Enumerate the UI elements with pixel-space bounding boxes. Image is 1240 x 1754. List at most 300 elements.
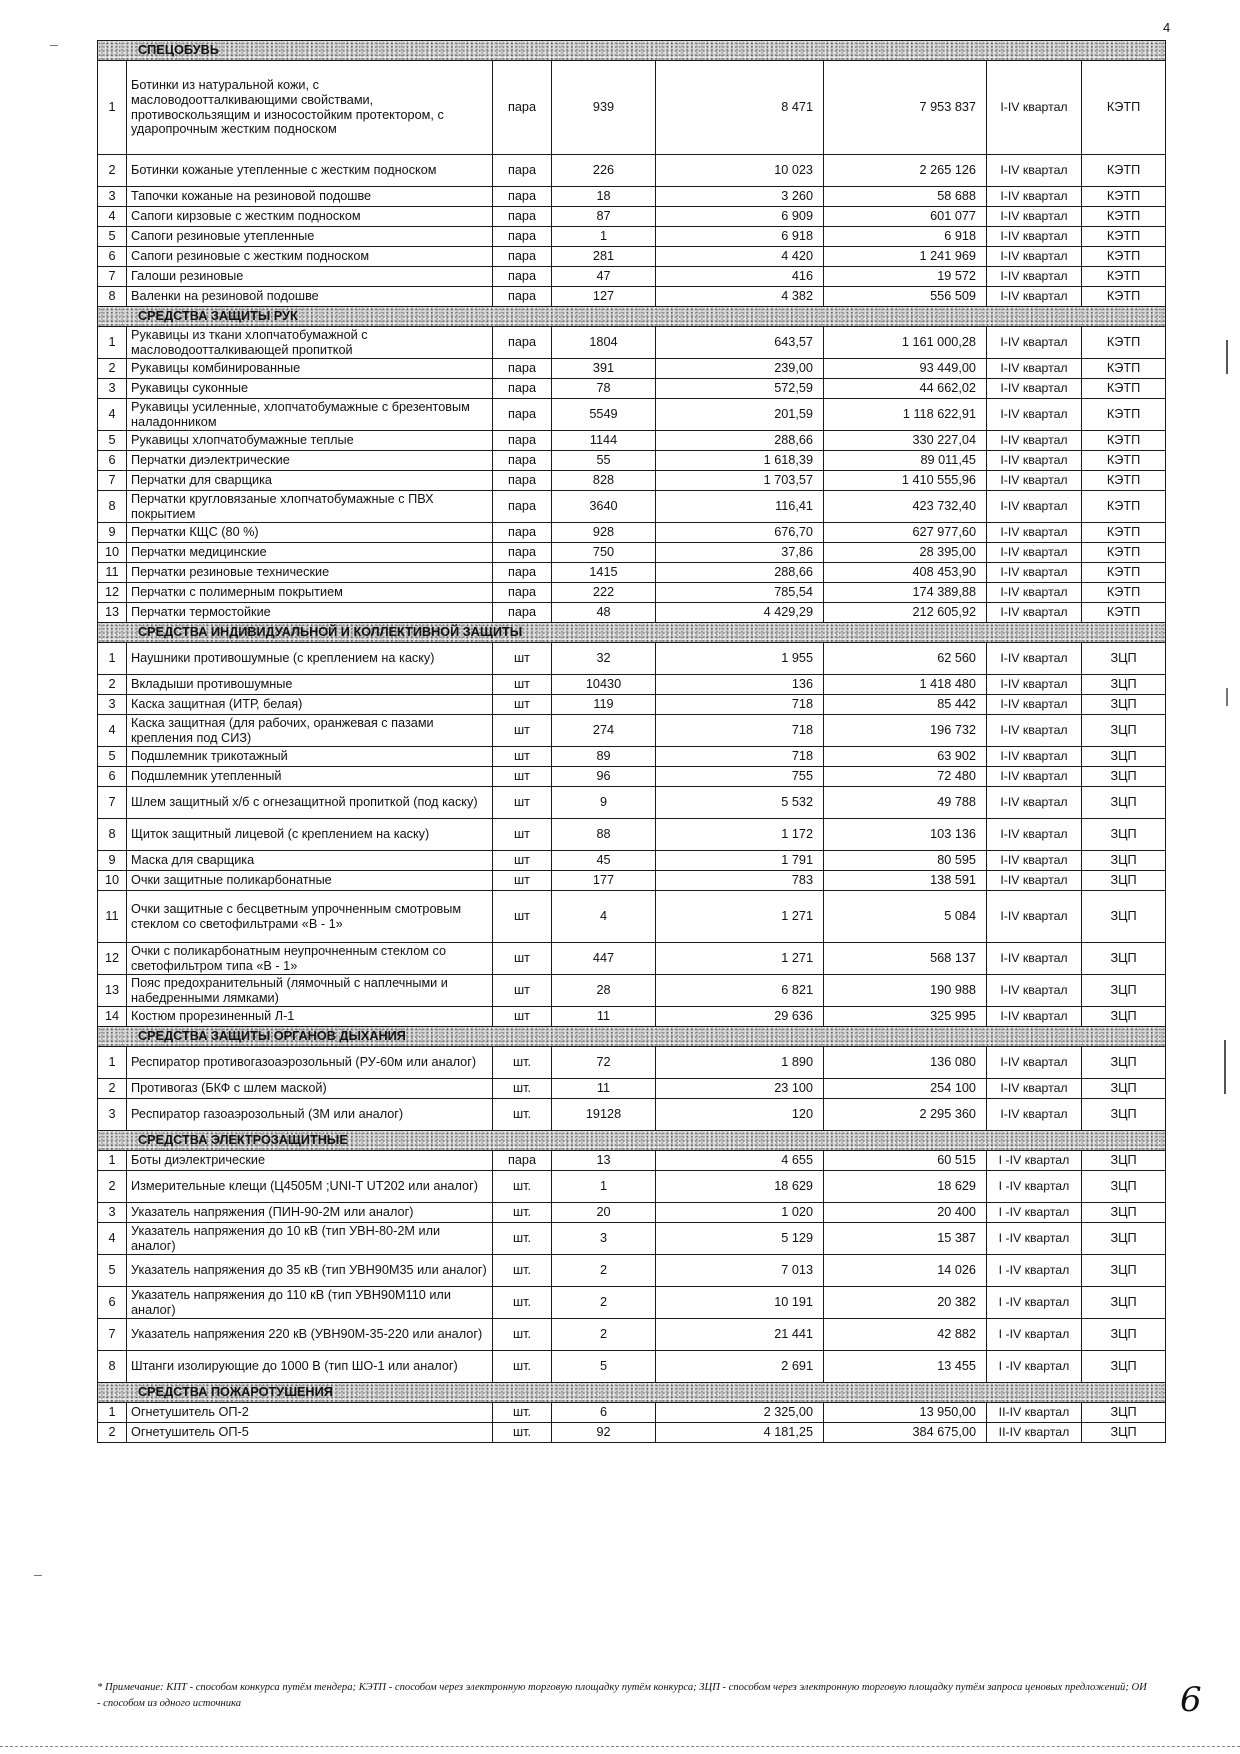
item-unit: пара	[493, 247, 552, 267]
item-sum: 72 480	[824, 767, 987, 787]
item-sum: 80 595	[824, 851, 987, 871]
item-sum: 14 026	[824, 1255, 987, 1287]
item-price: 10 023	[656, 155, 824, 187]
item-quantity: 11	[552, 1007, 656, 1027]
item-number: 1	[98, 1047, 127, 1079]
table-row	[98, 975, 1166, 1007]
item-method: ЗЦП	[1082, 975, 1166, 1007]
item-name: Перчатки медицинские	[127, 543, 493, 563]
item-sum: 20 382	[824, 1287, 987, 1319]
scan-artifact	[1226, 688, 1228, 706]
item-sum: 1 410 555,96	[824, 471, 987, 491]
table-row	[98, 643, 1166, 675]
item-unit: шт.	[493, 1319, 552, 1351]
item-name: Очки защитные с бесцветным упрочненным смотровым стеклом со светофильтрами «В - 1»	[127, 891, 493, 943]
table-row	[98, 1403, 1166, 1423]
item-number: 6	[98, 1287, 127, 1319]
item-name: Указатель напряжения 220 кВ (УВН90М-35-220 или аналог)	[127, 1319, 493, 1351]
item-quantity: 28	[552, 975, 656, 1007]
item-period: I-IV квартал	[987, 523, 1082, 543]
item-sum: 89 011,45	[824, 451, 987, 471]
item-sum: 58 688	[824, 187, 987, 207]
item-period: I-IV квартал	[987, 891, 1082, 943]
scan-artifact	[1224, 1040, 1226, 1094]
item-unit: шт	[493, 715, 552, 747]
item-number: 8	[98, 491, 127, 523]
item-method: ЗЦП	[1082, 1099, 1166, 1131]
table-row	[98, 603, 1166, 623]
item-price: 785,54	[656, 583, 824, 603]
item-quantity: 32	[552, 643, 656, 675]
item-unit: пара	[493, 187, 552, 207]
table-row	[98, 819, 1166, 851]
item-name: Щиток защитный лицевой (с креплением на каску)	[127, 819, 493, 851]
item-quantity: 6	[552, 1403, 656, 1423]
item-number: 10	[98, 543, 127, 563]
item-price: 676,70	[656, 523, 824, 543]
item-period: I -IV квартал	[987, 1255, 1082, 1287]
item-unit: пара	[493, 1151, 552, 1171]
item-quantity: 3	[552, 1223, 656, 1255]
item-price: 1 955	[656, 643, 824, 675]
item-price: 6 909	[656, 207, 824, 227]
item-period: I-IV квартал	[987, 715, 1082, 747]
item-number: 2	[98, 1079, 127, 1099]
item-unit: шт	[493, 675, 552, 695]
item-number: 5	[98, 747, 127, 767]
item-period: I-IV квартал	[987, 851, 1082, 871]
item-number: 3	[98, 187, 127, 207]
item-name: Шлем защитный х/б с огнезащитной пропиткой (под каску)	[127, 787, 493, 819]
item-name: Огнетушитель ОП-5	[127, 1423, 493, 1443]
item-quantity: 2	[552, 1319, 656, 1351]
item-method: ЗЦП	[1082, 643, 1166, 675]
table-row	[98, 523, 1166, 543]
item-method: КЭТП	[1082, 327, 1166, 359]
item-sum: 28 395,00	[824, 543, 987, 563]
item-unit: шт.	[493, 1351, 552, 1383]
item-name: Указатель напряжения до 35 кВ (тип УВН90М35 или аналог)	[127, 1255, 493, 1287]
table-row	[98, 327, 1166, 359]
scan-artifact	[34, 1575, 42, 1576]
scan-artifact	[50, 45, 58, 46]
item-unit: пара	[493, 359, 552, 379]
item-price: 1 172	[656, 819, 824, 851]
item-quantity: 19128	[552, 1099, 656, 1131]
table-row	[98, 1151, 1166, 1171]
item-unit: пара	[493, 155, 552, 187]
item-unit: пара	[493, 207, 552, 227]
item-unit: шт.	[493, 1287, 552, 1319]
item-quantity: 226	[552, 155, 656, 187]
procurement-table	[97, 40, 1166, 1443]
item-quantity: 1	[552, 227, 656, 247]
section-title: СРЕДСТВА ЗАЩИТЫ ОРГАНОВ ДЫХАНИЯ	[98, 1027, 1166, 1047]
item-number: 11	[98, 563, 127, 583]
item-price: 18 629	[656, 1171, 824, 1203]
item-sum: 1 161 000,28	[824, 327, 987, 359]
item-price: 572,59	[656, 379, 824, 399]
item-price: 120	[656, 1099, 824, 1131]
table-row	[98, 543, 1166, 563]
item-name: Респиратор противогазоаэрозольный (РУ-60м или аналог)	[127, 1047, 493, 1079]
item-number: 2	[98, 359, 127, 379]
table-row	[98, 287, 1166, 307]
table-row	[98, 1223, 1166, 1255]
item-unit: пара	[493, 327, 552, 359]
item-number: 8	[98, 1351, 127, 1383]
section-title: СРЕДСТВА ЗАЩИТЫ РУК	[98, 307, 1166, 327]
item-price: 718	[656, 715, 824, 747]
item-price: 136	[656, 675, 824, 695]
item-quantity: 10430	[552, 675, 656, 695]
item-price: 23 100	[656, 1079, 824, 1099]
item-method: КЭТП	[1082, 61, 1166, 155]
item-number: 7	[98, 787, 127, 819]
item-method: ЗЦП	[1082, 747, 1166, 767]
item-period: I -IV квартал	[987, 1171, 1082, 1203]
item-method: ЗЦП	[1082, 1203, 1166, 1223]
section-title: СПЕЦОБУВЬ	[98, 41, 1166, 61]
item-sum: 408 453,90	[824, 563, 987, 583]
item-period: I-IV квартал	[987, 359, 1082, 379]
table-row	[98, 1287, 1166, 1319]
item-period: I-IV квартал	[987, 1007, 1082, 1027]
item-number: 4	[98, 1223, 127, 1255]
item-number: 9	[98, 523, 127, 543]
item-sum: 20 400	[824, 1203, 987, 1223]
item-method: ЗЦП	[1082, 1287, 1166, 1319]
item-method: КЭТП	[1082, 379, 1166, 399]
item-quantity: 4	[552, 891, 656, 943]
item-quantity: 1415	[552, 563, 656, 583]
item-sum: 1 418 480	[824, 675, 987, 695]
item-quantity: 928	[552, 523, 656, 543]
item-number: 4	[98, 207, 127, 227]
item-method: ЗЦП	[1082, 675, 1166, 695]
item-unit: пара	[493, 471, 552, 491]
item-period: I-IV квартал	[987, 787, 1082, 819]
table-row	[98, 187, 1166, 207]
item-number: 1	[98, 1151, 127, 1171]
section-header-row	[98, 1027, 1166, 1047]
item-period: I-IV квартал	[987, 695, 1082, 715]
item-sum: 1 241 969	[824, 247, 987, 267]
item-price: 29 636	[656, 1007, 824, 1027]
item-sum: 5 084	[824, 891, 987, 943]
item-name: Указатель напряжения до 110 кВ (тип УВН90М110 или аналог)	[127, 1287, 493, 1319]
item-number: 5	[98, 1255, 127, 1287]
item-sum: 13 950,00	[824, 1403, 987, 1423]
item-unit: пара	[493, 563, 552, 583]
item-period: I-IV квартал	[987, 227, 1082, 247]
item-name: Наушники противошумные (с креплением на каску)	[127, 643, 493, 675]
table-row	[98, 1255, 1166, 1287]
item-unit: шт.	[493, 1403, 552, 1423]
item-price: 1 890	[656, 1047, 824, 1079]
item-quantity: 750	[552, 543, 656, 563]
item-name: Респиратор газоаэрозольный (3М или аналог)	[127, 1099, 493, 1131]
item-name: Огнетушитель ОП-2	[127, 1403, 493, 1423]
item-price: 10 191	[656, 1287, 824, 1319]
item-sum: 6 918	[824, 227, 987, 247]
item-method: КЭТП	[1082, 227, 1166, 247]
table-row	[98, 207, 1166, 227]
item-name: Подшлемник утепленный	[127, 767, 493, 787]
item-sum: 62 560	[824, 643, 987, 675]
item-period: I-IV квартал	[987, 583, 1082, 603]
item-sum: 138 591	[824, 871, 987, 891]
item-name: Перчатки термостойкие	[127, 603, 493, 623]
item-unit: пара	[493, 267, 552, 287]
item-period: I-IV квартал	[987, 767, 1082, 787]
item-price: 643,57	[656, 327, 824, 359]
item-number: 9	[98, 851, 127, 871]
item-price: 4 420	[656, 247, 824, 267]
item-period: I-IV квартал	[987, 491, 1082, 523]
item-quantity: 5549	[552, 399, 656, 431]
item-price: 718	[656, 747, 824, 767]
item-price: 5 532	[656, 787, 824, 819]
item-price: 1 703,57	[656, 471, 824, 491]
item-quantity: 828	[552, 471, 656, 491]
item-quantity: 5	[552, 1351, 656, 1383]
item-quantity: 11	[552, 1079, 656, 1099]
item-period: I-IV квартал	[987, 327, 1082, 359]
item-method: ЗЦП	[1082, 1007, 1166, 1027]
item-quantity: 222	[552, 583, 656, 603]
item-period: I-IV квартал	[987, 603, 1082, 623]
item-method: КЭТП	[1082, 187, 1166, 207]
item-sum: 93 449,00	[824, 359, 987, 379]
item-price: 3 260	[656, 187, 824, 207]
item-period: I-IV квартал	[987, 975, 1082, 1007]
item-name: Тапочки кожаные на резиновой подошве	[127, 187, 493, 207]
item-quantity: 92	[552, 1423, 656, 1443]
item-number: 7	[98, 471, 127, 491]
item-name: Перчатки КЩС (80 %)	[127, 523, 493, 543]
item-price: 1 791	[656, 851, 824, 871]
item-name: Вкладыши противошумные	[127, 675, 493, 695]
item-method: ЗЦП	[1082, 1047, 1166, 1079]
item-period: II-IV квартал	[987, 1423, 1082, 1443]
item-name: Сапоги кирзовые с жестким подноском	[127, 207, 493, 227]
item-quantity: 3640	[552, 491, 656, 523]
table-row	[98, 563, 1166, 583]
item-unit: пара	[493, 543, 552, 563]
table-row	[98, 851, 1166, 871]
item-period: I-IV квартал	[987, 1047, 1082, 1079]
item-number: 8	[98, 287, 127, 307]
item-method: КЭТП	[1082, 563, 1166, 583]
item-method: КЭТП	[1082, 359, 1166, 379]
item-quantity: 89	[552, 747, 656, 767]
item-number: 13	[98, 975, 127, 1007]
item-name: Каска защитная (для рабочих, оранжевая с пазами крепления под СИЗ)	[127, 715, 493, 747]
item-period: I -IV квартал	[987, 1151, 1082, 1171]
item-price: 37,86	[656, 543, 824, 563]
item-period: I-IV квартал	[987, 267, 1082, 287]
item-method: КЭТП	[1082, 523, 1166, 543]
item-unit: пара	[493, 431, 552, 451]
item-period: I-IV квартал	[987, 643, 1082, 675]
table-row	[98, 747, 1166, 767]
table-row	[98, 1351, 1166, 1383]
item-name: Сапоги резиновые с жестким подноском	[127, 247, 493, 267]
item-unit: шт	[493, 891, 552, 943]
item-sum: 63 902	[824, 747, 987, 767]
item-quantity: 2	[552, 1255, 656, 1287]
handwritten-page-number: 6	[1180, 1680, 1202, 1720]
item-name: Подшлемник трикотажный	[127, 747, 493, 767]
item-number: 7	[98, 1319, 127, 1351]
item-period: I-IV квартал	[987, 471, 1082, 491]
item-method: ЗЦП	[1082, 1423, 1166, 1443]
item-number: 14	[98, 1007, 127, 1027]
item-period: I-IV квартал	[987, 379, 1082, 399]
item-period: I-IV квартал	[987, 819, 1082, 851]
item-quantity: 55	[552, 451, 656, 471]
item-number: 2	[98, 675, 127, 695]
item-number: 4	[98, 399, 127, 431]
item-sum: 2 295 360	[824, 1099, 987, 1131]
item-unit: пара	[493, 399, 552, 431]
item-name: Рукавицы хлопчатобумажные теплые	[127, 431, 493, 451]
item-method: КЭТП	[1082, 267, 1166, 287]
item-sum: 212 605,92	[824, 603, 987, 623]
item-name: Ботинки из натуральной кожи, с масловодоотталкивающими свойствами, противоскользящим и износостойким протектором, с ударопрочным жестким подноском	[127, 61, 493, 155]
section-title: СРЕДСТВА ИНДИВИДУАЛЬНОЙ И КОЛЛЕКТИВНОЙ ЗАЩИТЫ	[98, 623, 1166, 643]
item-method: КЭТП	[1082, 583, 1166, 603]
item-sum: 49 788	[824, 787, 987, 819]
item-sum: 384 675,00	[824, 1423, 987, 1443]
item-method: ЗЦП	[1082, 1223, 1166, 1255]
table-row	[98, 267, 1166, 287]
item-quantity: 78	[552, 379, 656, 399]
table-row	[98, 431, 1166, 451]
item-method: ЗЦП	[1082, 819, 1166, 851]
item-method: ЗЦП	[1082, 1255, 1166, 1287]
item-quantity: 119	[552, 695, 656, 715]
item-name: Противогаз (БКФ с шлем маской)	[127, 1079, 493, 1099]
item-sum: 325 995	[824, 1007, 987, 1027]
item-quantity: 20	[552, 1203, 656, 1223]
item-number: 2	[98, 1171, 127, 1203]
item-number: 1	[98, 327, 127, 359]
item-number: 3	[98, 695, 127, 715]
item-price: 6 918	[656, 227, 824, 247]
item-price: 21 441	[656, 1319, 824, 1351]
item-method: КЭТП	[1082, 431, 1166, 451]
item-sum: 18 629	[824, 1171, 987, 1203]
item-name: Перчатки резиновые технические	[127, 563, 493, 583]
item-price: 288,66	[656, 563, 824, 583]
item-sum: 103 136	[824, 819, 987, 851]
item-price: 755	[656, 767, 824, 787]
item-quantity: 2	[552, 1287, 656, 1319]
item-period: I -IV квартал	[987, 1351, 1082, 1383]
table-row	[98, 943, 1166, 975]
item-name: Сапоги резиновые утепленные	[127, 227, 493, 247]
item-sum: 2 265 126	[824, 155, 987, 187]
item-quantity: 18	[552, 187, 656, 207]
item-period: I-IV квартал	[987, 399, 1082, 431]
item-period: I-IV квартал	[987, 943, 1082, 975]
item-method: ЗЦП	[1082, 695, 1166, 715]
item-sum: 556 509	[824, 287, 987, 307]
item-number: 8	[98, 819, 127, 851]
item-number: 2	[98, 1423, 127, 1443]
item-name: Очки защитные поликарбонатные	[127, 871, 493, 891]
item-number: 12	[98, 943, 127, 975]
item-period: I-IV квартал	[987, 1099, 1082, 1131]
section-header-row	[98, 41, 1166, 61]
item-number: 2	[98, 155, 127, 187]
item-name: Указатель напряжения (ПИН-90-2М или аналог)	[127, 1203, 493, 1223]
item-method: ЗЦП	[1082, 1403, 1166, 1423]
table-row	[98, 471, 1166, 491]
item-period: I-IV квартал	[987, 871, 1082, 891]
item-method: ЗЦП	[1082, 851, 1166, 871]
item-quantity: 48	[552, 603, 656, 623]
footnote: * Примечание: КПТ - способом конкурса путём тендера; КЭТП - способом через электронную торговую площадку путём конкурса; ЗЦП - способом через электронную торговую площадку путём запроса ценовых предложений; ОИ - способом из одного источника	[97, 1682, 1147, 1710]
item-unit: шт.	[493, 1171, 552, 1203]
item-price: 201,59	[656, 399, 824, 431]
item-period: I-IV квартал	[987, 451, 1082, 471]
item-number: 13	[98, 603, 127, 623]
item-sum: 601 077	[824, 207, 987, 227]
item-quantity: 87	[552, 207, 656, 227]
item-unit: шт	[493, 643, 552, 675]
item-unit: шт.	[493, 1255, 552, 1287]
item-number: 1	[98, 1403, 127, 1423]
table-row	[98, 1423, 1166, 1443]
item-number: 1	[98, 643, 127, 675]
item-name: Очки с поликарбонатным неупрочненным стеклом со светофильтром типа «В - 1»	[127, 943, 493, 975]
item-number: 12	[98, 583, 127, 603]
item-price: 8 471	[656, 61, 824, 155]
item-name: Измерительные клещи (Ц4505М ;UNI-T UT202 или аналог)	[127, 1171, 493, 1203]
item-number: 3	[98, 379, 127, 399]
item-number: 5	[98, 227, 127, 247]
item-price: 416	[656, 267, 824, 287]
section-header-row	[98, 1383, 1166, 1403]
table-row	[98, 61, 1166, 155]
item-name: Перчатки с полимерным покрытием	[127, 583, 493, 603]
table-body	[98, 41, 1166, 1443]
table-row	[98, 1007, 1166, 1027]
item-period: I-IV квартал	[987, 187, 1082, 207]
item-quantity: 88	[552, 819, 656, 851]
table-row	[98, 359, 1166, 379]
item-method: КЭТП	[1082, 543, 1166, 563]
item-method: КЭТП	[1082, 207, 1166, 227]
table-row	[98, 1099, 1166, 1131]
item-quantity: 391	[552, 359, 656, 379]
scan-artifact	[1226, 340, 1228, 374]
item-sum: 627 977,60	[824, 523, 987, 543]
item-price: 1 271	[656, 943, 824, 975]
table-row	[98, 787, 1166, 819]
item-sum: 423 732,40	[824, 491, 987, 523]
item-method: ЗЦП	[1082, 871, 1166, 891]
item-number: 1	[98, 61, 127, 155]
item-number: 6	[98, 451, 127, 471]
item-unit: шт	[493, 695, 552, 715]
item-method: КЭТП	[1082, 287, 1166, 307]
item-number: 6	[98, 767, 127, 787]
item-method: ЗЦП	[1082, 1319, 1166, 1351]
